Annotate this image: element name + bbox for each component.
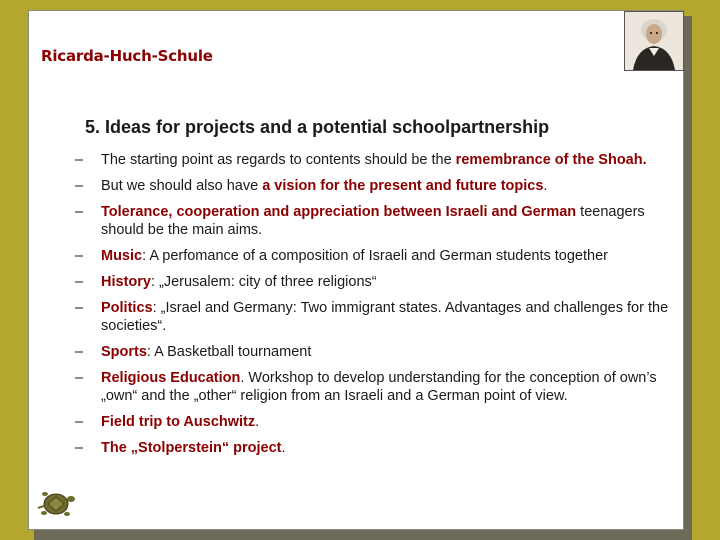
- item-text-after: .: [281, 440, 286, 456]
- item-highlight: Tolerance, cooperation and appreciation between Israeli and German: [101, 204, 577, 220]
- list-item: [75, 273, 670, 291]
- item-highlight: Music: [101, 248, 143, 264]
- list-item: [75, 439, 670, 457]
- item-text-after: : „Jerusalem: city of three religions“: [150, 274, 377, 290]
- item-highlight: Religious Education: [101, 370, 241, 386]
- portrait-photo: [624, 11, 684, 71]
- list-item: [75, 151, 670, 169]
- list-item: [75, 369, 670, 405]
- item-text-after: : A Basketball tournament: [146, 344, 312, 360]
- item-highlight: Field trip to Auschwitz: [101, 414, 256, 430]
- bullet-dash: –: [75, 204, 84, 220]
- bullet-dash: –: [75, 178, 84, 194]
- item-text-after: : A perfomance of a composition of Israeli and German students together: [142, 248, 608, 264]
- bullet-dash: –: [75, 440, 84, 456]
- bullet-dash: –: [75, 274, 84, 290]
- item-text-after: : „Israel and Germany: Two immigrant states. Advantages and challenges for the societies“.: [101, 300, 669, 334]
- item-text-after: . Workshop to develop understanding for the conception of own’s „own“ and the „other“ religion from an Israeli and a German point of view.: [101, 370, 657, 404]
- item-text: But we should also have: [101, 178, 263, 194]
- bullet-dash: –: [75, 248, 84, 264]
- bullet-dash: –: [75, 344, 84, 360]
- list-item: [75, 247, 670, 265]
- item-highlight: remembrance of the Shoah.: [455, 152, 647, 168]
- slide: [28, 10, 684, 530]
- item-highlight: The „Stolperstein“ project: [101, 440, 282, 456]
- list-item: [75, 343, 670, 361]
- list-item: [75, 203, 670, 239]
- item-highlight: Sports: [101, 344, 147, 360]
- item-text-after: .: [543, 178, 548, 194]
- bullet-dash: –: [75, 152, 84, 168]
- bullet-dash: –: [75, 414, 84, 430]
- item-text: The starting point as regards to contents should be the: [101, 152, 456, 168]
- bullet-dash: –: [75, 300, 84, 316]
- bullet-list: [75, 151, 670, 465]
- item-highlight: a vision for the present and future topics: [262, 178, 544, 194]
- list-item: [75, 177, 670, 195]
- item-text-after: .: [255, 414, 260, 430]
- item-highlight: Politics: [101, 300, 153, 316]
- list-item: [75, 413, 670, 431]
- turtle-icon: [35, 485, 77, 521]
- bullet-dash: –: [75, 370, 84, 386]
- list-item: [75, 299, 670, 335]
- portrait-icon: [625, 12, 683, 70]
- item-text-after: teenagers should be the main aims.: [101, 204, 645, 238]
- school-name: Ricarda-Huch-Schule: [41, 47, 213, 65]
- slide-title: 5. Ideas for projects and a potential schoolpartnership: [85, 117, 550, 137]
- item-highlight: History: [101, 274, 151, 290]
